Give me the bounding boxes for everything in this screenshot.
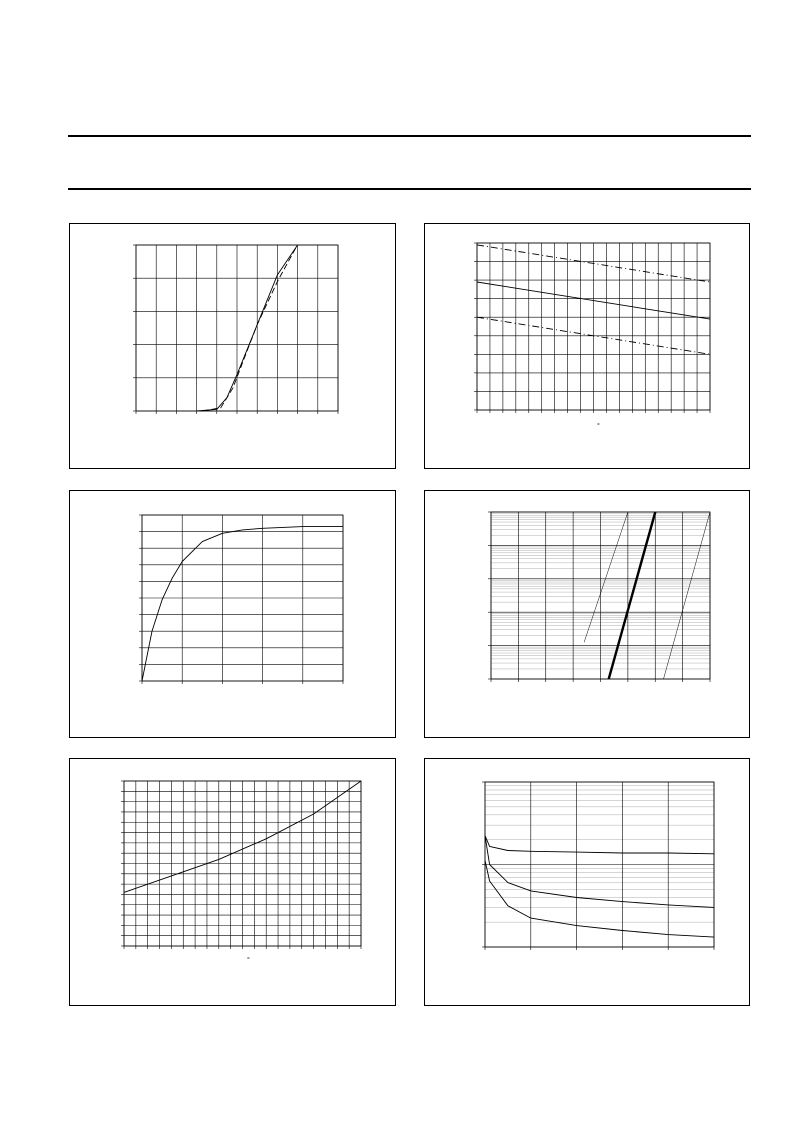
chart-2 (425, 224, 749, 468)
degree-mark: ° (247, 957, 250, 964)
chart-6 (425, 759, 749, 1005)
series-line (664, 512, 711, 679)
chart-5 (70, 759, 395, 1005)
chart-4 (425, 491, 749, 737)
series-line (485, 836, 714, 854)
chart-3 (70, 491, 395, 737)
chart-1 (70, 224, 395, 468)
series-line (584, 512, 628, 642)
figure-panel-3 (69, 490, 396, 738)
figure-panel-1 (69, 223, 396, 469)
top-rule (68, 135, 751, 137)
section-rule (68, 188, 751, 190)
series-line (485, 860, 714, 937)
figure-panel-4 (424, 490, 750, 738)
series-line (485, 836, 714, 908)
degree-mark: ° (597, 423, 600, 430)
series-line (142, 527, 343, 681)
figure-panel-5 (69, 758, 396, 1006)
series-line (609, 512, 656, 679)
figure-panel-2 (424, 223, 750, 469)
figure-panel-6 (424, 758, 750, 1006)
series-line (197, 245, 298, 411)
